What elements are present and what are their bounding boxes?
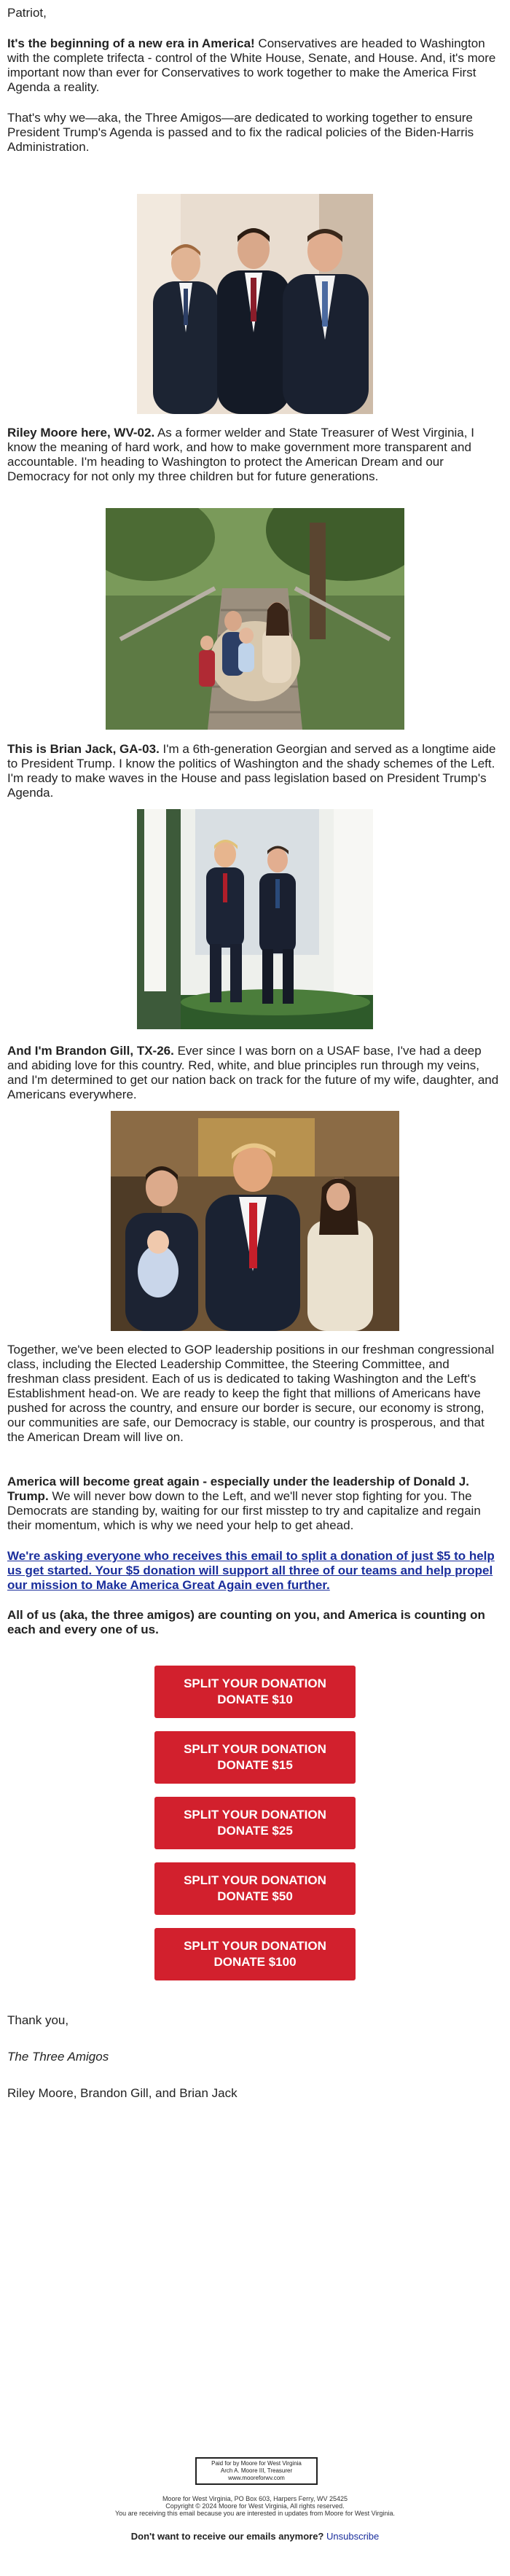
brian-text: I'm a 6th-generation Georgian and served as a longtime aide to President Trump. I know the politics of Washington and the shady schemes of the Left. I'm ready to make waves in the House and pass legislation based on President Trump's Agenda. [7, 742, 496, 800]
donate-100-line1: SPLIT YOUR DONATION [184, 1939, 326, 1953]
riley-text: As a former welder and State Treasurer of West Virginia, I know the meaning of hard work, and how to make government more transparent and accountable. I'm heading to Washington to protect the American Dream and our Democracy for not only my three children but for future generations. [7, 426, 474, 483]
riley-family-photo [106, 508, 404, 730]
donate-50-line1: SPLIT YOUR DONATION [184, 1873, 326, 1887]
paid-for-line1: Paid for by Moore for West Virginia [211, 2460, 302, 2467]
paid-for-line3: www.mooreforwv.com [228, 2475, 285, 2481]
unsubscribe-link[interactable]: Unsubscribe [326, 2531, 380, 2542]
paid-for-box [195, 2457, 318, 2485]
three-amigos-photo [137, 194, 373, 414]
intro-text: Conservatives are headed to Washington with the complete trifecta - control of the White House, Senate, and House. And, it's more important now than ever for Conservatives to work together to make the America First Agenda a reality. [7, 36, 496, 94]
great-again-paragraph [7, 1475, 503, 1533]
footer-copyright: Copyright © 2024 Moore for West Virginia, All rights reserved. [165, 2502, 345, 2510]
greeting: Patriot, [7, 6, 47, 20]
signoff-text: The Three Amigos [7, 2050, 109, 2064]
intro-bold: It's the beginning of a new era in America! [7, 36, 255, 50]
together-paragraph: Together, we've been elected to GOP leadership positions in our freshman congressional class, including the Elected Leadership Committee, the Steering Committee, and freshman class president. Each of us is dedicated to taking Washington and the Left's Establishment head-on. We are ready to keep the fight that millions of Americans have pushed for across the country, and ensure our border is secure, our economy is strong, our communities are safe, our Democracy is stable, our country is prosperous, and that the American Dream will live on. [7, 1343, 495, 1444]
donate-15-line2: DONATE $15 [217, 1758, 293, 1772]
donate-15-line1: SPLIT YOUR DONATION [184, 1742, 326, 1756]
brian-trump-photo [137, 809, 373, 1029]
donate-25-line2: DONATE $25 [217, 1824, 293, 1838]
thank-you-text: Thank you, [7, 2013, 69, 2027]
donate-100-button[interactable] [154, 1928, 356, 1980]
commitment-paragraph: That's why we—aka, the Three Amigos—are dedicated to working together to ensure President Trump's Agenda is passed and to fix the radical policies of the Biden-Harris Administration. [7, 111, 474, 154]
unsubscribe-line [0, 2531, 510, 2542]
great-again-bold: America will become great again - especially under the leadership of Donald J. Trump. [7, 1475, 469, 1503]
donate-50-button[interactable] [154, 1862, 356, 1915]
riley-paragraph [7, 426, 503, 484]
donate-15-button[interactable] [154, 1731, 356, 1784]
great-again-text: We will never bow down to the Left, and we'll never stop fighting for you. The Democrats are standing by, waiting for our first misstep to try and capitalize and regain their momentum, which is why we need your help to get ahead. [7, 1489, 481, 1532]
donate-25-line1: SPLIT YOUR DONATION [184, 1808, 326, 1822]
signers-names: Riley Moore, Brandon Gill, and Brian Jack [7, 2086, 238, 2100]
counting-paragraph: All of us (aka, the three amigos) are counting on you, and America is counting on each and every one of us. [7, 1608, 485, 1636]
donate-100-line2: DONATE $100 [213, 1955, 297, 1969]
brandon-text: Ever since I was born on a USAF base, I've had a deep and abiding love for this country. Red, white, and blue principles run through my veins, and I'm determined to get our nation back on track for the future of my wife, daughter, and Americans everywhere. [7, 1044, 499, 1101]
brian-bold: This is Brian Jack, GA-03. [7, 742, 160, 756]
donation-link-paragraph[interactable] [7, 1549, 503, 1593]
donate-50-line2: DONATE $50 [217, 1889, 293, 1903]
brandon-paragraph [7, 1044, 503, 1102]
brandon-family-photo [111, 1111, 399, 1331]
donate-10-line1: SPLIT YOUR DONATION [184, 1677, 326, 1690]
footer-address: Moore for West Virginia, PO Box 603, Harpers Ferry, WV 25425 [162, 2495, 348, 2502]
donate-10-line2: DONATE $10 [217, 1693, 293, 1706]
intro-paragraph [7, 36, 503, 95]
donate-25-button[interactable] [154, 1797, 356, 1849]
riley-bold: Riley Moore here, WV-02. [7, 426, 155, 440]
paid-for-line2: Arch A. Moore III, Treasurer [220, 2467, 293, 2474]
footer-reason: You are receiving this email because you are interested in updates from Moore for West Virginia. [114, 2510, 396, 2517]
donate-10-button[interactable] [154, 1666, 356, 1718]
brian-paragraph [7, 742, 503, 800]
brandon-bold: And I'm Brandon Gill, TX-26. [7, 1044, 174, 1058]
donation-link[interactable]: We're asking everyone who receives this email to split a donation of just $5 to help us get started. Your $5 donation will support all three of our teams and help propel our mission to Make America Great Again even further. [7, 1549, 495, 1592]
unsubscribe-question: Don't want to receive our emails anymore? [130, 2531, 324, 2542]
